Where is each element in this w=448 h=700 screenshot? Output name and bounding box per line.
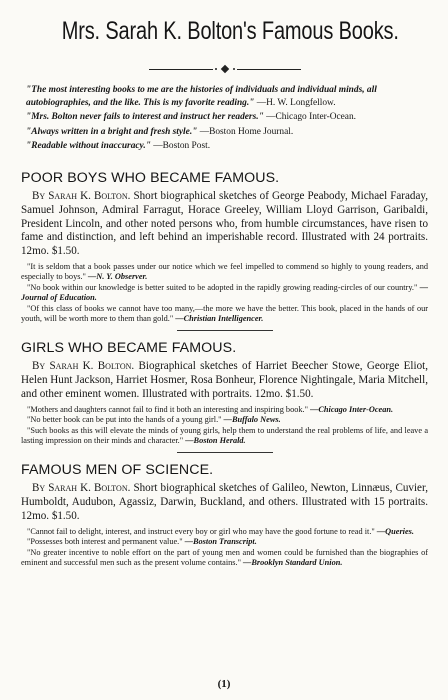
endorsement-quote: "Always written in a bright and fresh style." —Boston Home Journal. [26, 126, 294, 137]
section-heading: POOR BOYS WHO BECAME FAMOUS. [21, 170, 280, 187]
book-section-girls [21, 339, 428, 446]
review-quote: "It is seldom that a book passes under our notice which we feel impelled to commend so highly to young readers, and especially to boys." —N. Y. Observer. [21, 262, 428, 282]
review-quote: "Cannot fail to delight, interest, and instruct every boy or girl who may have the good fortune to read it." —Queries. [27, 526, 414, 536]
title-ornament [21, 66, 428, 72]
endorsement-quote: "The most interesting books to me are the histories of individuals and individual minds, all autobiographies, and the like. This is my favorite reading." —H. W. Longfellow. [26, 85, 377, 109]
book-section-poor-boys [21, 169, 428, 324]
endorsement-quote: "Readable without inaccuracy." —Boston Post. [26, 140, 211, 151]
section-divider [21, 330, 428, 331]
book-section-men-of-science [21, 461, 428, 568]
section-heading: FAMOUS MEN OF SCIENCE. [21, 462, 214, 479]
endorsement-quote: "Mrs. Bolton never fails to interest and instruct her readers." —Chicago Inter-Ocean. [26, 112, 357, 123]
book-description: By Sarah K. Bolton. Short biographical sketches of Galileo, Newton, Linnæus, Cuvier, Humboldt, Audubon, Agassiz, Darwin, Buckland, and others. Illustrated with 15 portraits. 12mo. $1.50. [21, 482, 428, 523]
review-quote: "Of this class of books we cannot have too many,—the more we have the better. This book, placed in the hands of our youth, will be worth more to them than gold." —Christian Intelligencer. [21, 303, 428, 324]
review-quote: "Such books as this will elevate the minds of young girls, help them to understand the real problems of life, and leave a lasting impression on their minds and character." —Boston Herald. [21, 425, 428, 446]
review-quote: "No better book can be put into the hands of a young girl." —Buffalo News. [27, 415, 281, 425]
book-description: By Sarah K. Bolton. Short biographical sketches of George Peabody, Michael Faraday, Samuel Johnson, Admiral Farragut, Horace Greeley, William Lloyd Garrison, Garibaldi, President Lincoln, and other noted persons who, from humble circumstances, have risen to fame and distinction, and left behind an imperishable record. Illustrated with 24 portraits. 12mo. $1.50. [21, 190, 428, 258]
page-title: Mrs. Sarah K. Bolton's Famous Books. [61, 17, 399, 45]
review-quote: "No book within our knowledge is better suited to be adopted in the rapidly growing reading-circles of our country." —Journal of Education. [21, 282, 428, 303]
page-number: (1) [217, 678, 231, 690]
review-quote: "Possesses both interest and permanent value." —Boston Transcript. [27, 537, 257, 547]
endorsement-quotes [21, 84, 428, 153]
review-quote: "Mothers and daughters cannot fail to find it both an interesting and inspiring book." —Chicago Inter-Ocean. [27, 404, 394, 414]
section-divider [21, 452, 428, 453]
book-description: By Sarah K. Bolton. Biographical sketches of Harriet Beecher Stowe, George Eliot, Helen Hunt Jackson, Harriet Hosmer, Rosa Bonheur, Florence Nightingale, Maria Mitchell, and other eminent women. Illustrated with portraits. 12mo. $1.50. [21, 360, 428, 401]
section-heading: GIRLS WHO BECAME FAMOUS. [21, 340, 237, 357]
review-quote: "No greater incentive to noble effort on the part of young men and women could be furnished than the biographies of eminent and successful men such as the present volume contains." —Brooklyn Standard Union. [21, 547, 428, 568]
